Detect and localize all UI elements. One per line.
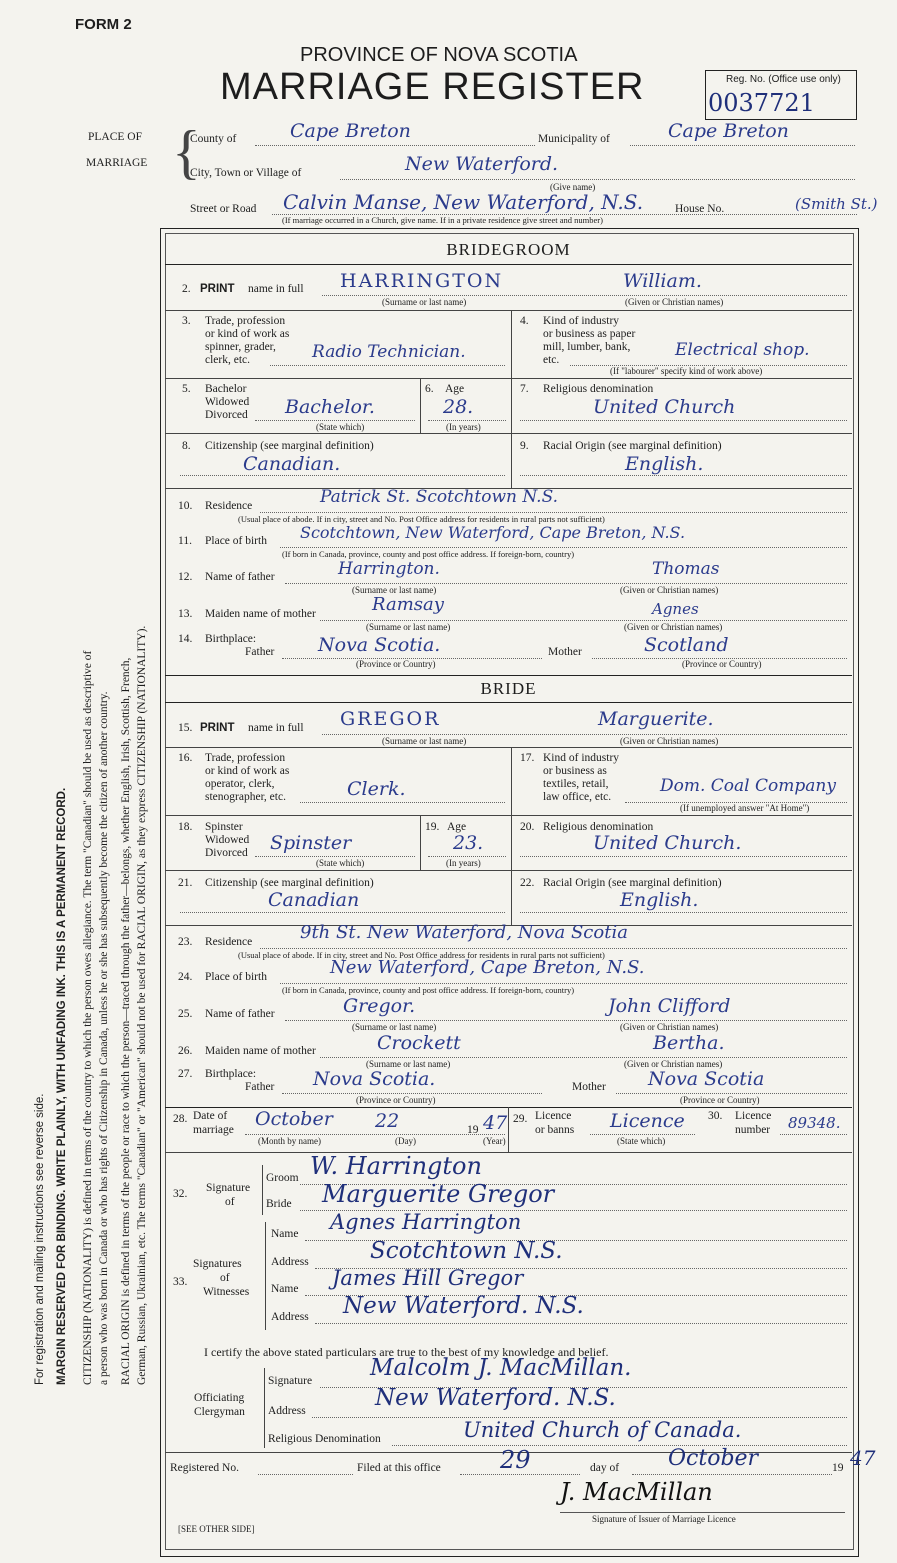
bride-industry: Dom. Coal Company: [660, 776, 836, 796]
bride-residence: 9th St. New Waterford, Nova Scotia: [300, 922, 628, 943]
f33-num: 33.: [173, 1276, 188, 1288]
street-value: Calvin Manse, New Waterford, N.S.: [283, 190, 644, 214]
f11-label: Place of birth: [205, 535, 267, 547]
f24-num: 24.: [178, 971, 193, 983]
groom-mother-given: Agnes: [652, 600, 699, 618]
f15-label: name in full: [248, 722, 304, 734]
f9-num: 9.: [520, 440, 529, 452]
city-label: City, Town or Village of: [190, 167, 302, 179]
f27-mother: Mother: [572, 1081, 606, 1093]
f4-l2: or business as paper: [543, 328, 636, 340]
f29-num: 29.: [513, 1113, 528, 1125]
f5-l1: Bachelor: [205, 383, 247, 395]
bride-father-given: John Clifford: [608, 995, 731, 1017]
f27-note-b: (Province or Country): [680, 1095, 760, 1105]
f4-num: 4.: [520, 315, 529, 327]
f21-num: 21.: [178, 877, 193, 889]
f24-note: (If born in Canada, province, county and post office address. If foreign-born, country): [282, 985, 575, 995]
witness1-address: Scotchtown N.S.: [370, 1238, 563, 1264]
groom-father-given: Thomas: [652, 559, 720, 579]
f26-num: 26.: [178, 1045, 193, 1057]
place-label-1: PLACE OF: [88, 131, 142, 143]
w2-address-label: Address: [271, 1311, 309, 1323]
county-label: County of: [190, 133, 237, 145]
bride-status: Spinster: [270, 832, 352, 854]
witness2-name: James Hill Gregor: [332, 1266, 524, 1290]
bride-citizenship: Canadian: [268, 889, 360, 911]
bride-birthplace: New Waterford, Cape Breton, N.S.: [330, 957, 645, 978]
groom-given: William.: [623, 270, 702, 292]
f23-num: 23.: [178, 936, 193, 948]
groom-racial: English.: [625, 453, 704, 475]
day-of-label: day of: [590, 1462, 620, 1474]
street-label: Street or Road: [190, 203, 257, 215]
f32-l2: of: [225, 1196, 235, 1208]
f4-l3: mill, lumber, bank,: [543, 341, 631, 353]
f30-l2: number: [735, 1124, 771, 1136]
registered-label: Registered No.: [170, 1462, 239, 1474]
f33-l3: Witnesses: [203, 1286, 250, 1298]
f4-l4: etc.: [543, 354, 560, 366]
bride-religion: United Church.: [593, 832, 742, 854]
f22-label: Racial Origin (see marginal definition): [543, 877, 722, 889]
municipality-value: Cape Breton: [668, 120, 789, 142]
f17-note: (If unemployed answer "At Home"): [680, 803, 810, 813]
clergy-signature: Malcolm J. MacMillan.: [370, 1355, 632, 1381]
marriage-day: 22: [375, 1110, 400, 1132]
form-number: FORM 2: [75, 16, 132, 33]
issuer-signature: J. MacMillan: [560, 1478, 713, 1506]
f16-l2: or kind of work as: [205, 765, 290, 777]
issuer-note: Signature of Issuer of Marriage Licence: [592, 1514, 736, 1524]
f16-l3: operator, clerk,: [205, 778, 275, 790]
bride-racial: English.: [620, 889, 699, 911]
municipality-label: Municipality of: [538, 133, 610, 145]
filed-label: Filed at this office: [357, 1462, 441, 1474]
f10-label: Residence: [205, 500, 253, 512]
f4-note: (If "labourer" specify kind of work above): [610, 366, 763, 376]
groom-mother-bp: Scotland: [644, 634, 729, 656]
f17-l1: Kind of industry: [543, 752, 620, 764]
f23-label: Residence: [205, 936, 253, 948]
licence-type: Licence: [610, 1110, 685, 1132]
f16-l1: Trade, profession: [205, 752, 286, 764]
marriage-year-prefix: 19: [467, 1124, 479, 1136]
f14-mother: Mother: [548, 646, 582, 658]
f26-note-a: (Surname or last name): [366, 1059, 451, 1069]
f10-num: 10.: [178, 500, 193, 512]
groom-surname-note: (Surname or last name): [382, 297, 467, 307]
f17-num: 17.: [520, 752, 535, 764]
f25-label: Name of father: [205, 1008, 275, 1020]
f11-num: 11.: [178, 535, 192, 547]
w1-address-label: Address: [271, 1256, 309, 1268]
f12-note-a: (Surname or last name): [352, 585, 437, 595]
witness2-address: New Waterford. N.S.: [343, 1293, 584, 1319]
clergy-denomination: United Church of Canada.: [463, 1418, 742, 1442]
f22-num: 22.: [520, 877, 535, 889]
bride-surname: GREGOR: [340, 708, 441, 730]
day-note: (Day): [395, 1136, 416, 1146]
brace: {: [172, 119, 201, 185]
marriage-month: October: [255, 1108, 333, 1130]
f18-l2: Widowed: [205, 834, 250, 846]
f2-print: PRINT: [200, 283, 235, 295]
bride-signature: Marguerite Gregor: [322, 1180, 555, 1208]
f30-num: 30.: [708, 1110, 723, 1122]
f2-label: name in full: [248, 283, 304, 295]
f12-num: 12.: [178, 571, 193, 583]
f6-label: Age: [445, 383, 465, 395]
f28-l1: Date of: [193, 1110, 228, 1122]
year-note: (Year): [483, 1136, 506, 1146]
f25-note-b: (Given or Christian names): [620, 1022, 719, 1032]
filed-year: 47: [850, 1446, 876, 1470]
f18-l3: Divorced: [205, 847, 248, 859]
section-title-bride: BRIDE: [480, 679, 537, 698]
f7-label: Religious denomination: [543, 383, 654, 395]
f3-l1: Trade, profession: [205, 315, 286, 327]
reg-number-box: [705, 70, 857, 120]
f28-l2: marriage: [193, 1124, 234, 1136]
f3-l2: or kind of work as: [205, 328, 290, 340]
f11-note: (If born in Canada, province, county and post office address. If foreign-born, country): [282, 549, 575, 559]
groom-birthplace: Scotchtown, New Waterford, Cape Breton, N.S.: [300, 523, 686, 542]
groom-trade: Radio Technician.: [312, 342, 466, 362]
witness1-name: Agnes Harrington: [330, 1210, 522, 1234]
f16-num: 16.: [178, 752, 193, 764]
margin-racial-2: German, Russian, Ukrainian, etc. The terms "Canadian" or "American" should not be used for RACIAL ORIGIN, as they express CITIZENSHIP (NATIONALITY).: [136, 625, 148, 1385]
f21-label: Citizenship (see marginal definition): [205, 877, 374, 889]
f19-num: 19.: [425, 821, 440, 833]
bride-mother-surname: Crockett: [377, 1032, 461, 1054]
f27-note-a: (Province or Country): [356, 1095, 436, 1105]
f18-note: (State which): [316, 858, 365, 868]
groom-given-note: (Given or Christian names): [625, 297, 724, 307]
f20-num: 20.: [520, 821, 535, 833]
f29-note: (State which): [617, 1136, 666, 1146]
f9-label: Racial Origin (see marginal definition): [543, 440, 722, 452]
house-label: House No.: [675, 203, 725, 215]
page-title: MARRIAGE REGISTER: [220, 66, 645, 108]
bride-father-surname: Gregor.: [343, 995, 416, 1017]
groom-sig-label: Groom: [266, 1172, 299, 1184]
certify-statement: I certify the above stated particulars are true to the best of my knowledge and belief.: [204, 1345, 609, 1359]
filed-year-prefix: 19: [832, 1462, 844, 1474]
f25-num: 25.: [178, 1008, 193, 1020]
groom-surname: HARRINGTON: [340, 270, 504, 292]
f5-note: (State which): [316, 422, 365, 432]
f16-l4: stenographer, etc.: [205, 791, 286, 803]
f6-num: 6.: [425, 383, 434, 395]
county-value: Cape Breton: [290, 120, 411, 142]
f17-l3: textiles, retail,: [543, 778, 609, 790]
bride-surname-note: (Surname or last name): [382, 736, 467, 746]
margin-racial-1: RACIAL ORIGIN is defined in terms of the people or race to which the person—traced through the father—belongs, whether English, Irish, Scottish, French,: [120, 657, 132, 1385]
groom-industry: Electrical shop.: [675, 340, 810, 360]
bride-age: 23.: [453, 832, 484, 854]
licence-number: 89348.: [788, 1114, 841, 1132]
f12-note-b: (Given or Christian names): [620, 585, 719, 595]
f19-note: (In years): [446, 858, 481, 868]
clergy-label-1: Officiating: [194, 1392, 245, 1404]
f4-l1: Kind of industry: [543, 315, 620, 327]
groom-residence: Patrick St. Scotchtown N.S.: [320, 487, 559, 507]
f14-num: 14.: [178, 633, 193, 645]
f25-note-a: (Surname or last name): [352, 1022, 437, 1032]
f17-l4: law office, etc.: [543, 791, 612, 803]
groom-status: Bachelor.: [285, 396, 375, 418]
clergy-sig-label: Signature: [268, 1375, 313, 1387]
f14-l1: Birthplace:: [205, 633, 257, 645]
margin-citizenship-2: a person who was born in Canada or who has rights of Citizenship in Canada, unless he or she has subsequently become the citizen of another country.: [98, 691, 110, 1385]
f10-note: (Usual place of abode. If in city, street and No. Post Office address for residents in rural parts not sufficient): [238, 514, 605, 524]
f5-l3: Divorced: [205, 409, 248, 421]
f23-note: (Usual place of abode. If in city, street and No. Post Office address for residents in rural parts not sufficient): [238, 950, 605, 960]
f33-l2: of: [220, 1272, 230, 1284]
groom-signature: W. Harrington: [310, 1152, 482, 1180]
f13-num: 13.: [178, 608, 193, 620]
f32-l1: Signature: [206, 1182, 251, 1194]
f14-l2: Father: [245, 646, 275, 658]
f3-l4: clerk, etc.: [205, 354, 251, 366]
clergy-label-2: Clergyman: [194, 1406, 245, 1418]
f18-l1: Spinster: [205, 821, 243, 833]
street-note: (If marriage occurred in a Church, give name. If in a private residence give street and number): [282, 215, 603, 225]
province-title: PROVINCE OF NOVA SCOTIA: [300, 44, 578, 66]
bride-mother-bp: Nova Scotia: [648, 1068, 765, 1090]
bride-father-bp: Nova Scotia.: [313, 1068, 436, 1090]
bride-given: Marguerite.: [598, 708, 714, 730]
f5-l2: Widowed: [205, 396, 250, 408]
f30-l1: Licence: [735, 1110, 772, 1122]
f27-l2: Father: [245, 1081, 275, 1093]
f2-num: 2.: [182, 283, 191, 295]
month-note: (Month by name): [258, 1136, 321, 1146]
f27-l1: Birthplace:: [205, 1068, 257, 1080]
f32-num: 32.: [173, 1188, 188, 1200]
f17-l2: or business as: [543, 765, 607, 777]
bride-given-note: (Given or Christian names): [620, 736, 719, 746]
w1-name-label: Name: [271, 1228, 299, 1240]
f26-label: Maiden name of mother: [205, 1045, 316, 1057]
city-note: (Give name): [550, 182, 596, 192]
reg-number-label: Reg. No. (Office use only): [726, 74, 841, 85]
f8-label: Citizenship (see marginal definition): [205, 440, 374, 452]
f15-num: 15.: [178, 722, 193, 734]
f5-num: 5.: [182, 383, 191, 395]
bride-mother-given: Bertha.: [653, 1032, 725, 1054]
f29-l1: Licence: [535, 1110, 572, 1122]
f14-note-a: (Province or Country): [356, 659, 436, 669]
f14-note-b: (Province or Country): [682, 659, 762, 669]
city-value: New Waterford.: [405, 153, 559, 175]
margin-binding-note: MARGIN RESERVED FOR BINDING. WRITE PLAINLY, WITH UNFADING INK. THIS IS A PERMANENT RECORD.: [56, 787, 68, 1385]
clergy-address-label: Address: [268, 1405, 306, 1417]
section-title-groom: BRIDEGROOM: [446, 240, 571, 259]
groom-mother-surname: Ramsay: [372, 594, 444, 615]
margin-citizenship-1: CITIZENSHIP (NATIONALITY) is defined in terms of the country to which the person owes allegiance. The term "Canadian" should be used as descriptive of: [82, 650, 94, 1385]
f19-label: Age: [447, 821, 467, 833]
bride-trade: Clerk.: [347, 778, 406, 800]
f24-label: Place of birth: [205, 971, 267, 983]
w2-name-label: Name: [271, 1283, 299, 1295]
f15-print: PRINT: [200, 722, 235, 734]
reg-number-value: 0037721: [708, 89, 815, 117]
f28-num: 28.: [173, 1113, 188, 1125]
house-value: (Smith St.): [795, 195, 878, 213]
f26-note-b: (Given or Christian names): [624, 1059, 723, 1069]
f13-note-b: (Given or Christian names): [624, 622, 723, 632]
place-label-2: MARRIAGE: [86, 157, 148, 169]
groom-father-surname: Harrington.: [338, 559, 440, 579]
f8-num: 8.: [182, 440, 191, 452]
see-other-side: [SEE OTHER SIDE]: [178, 1524, 255, 1534]
clergy-address: New Waterford. N.S.: [375, 1385, 616, 1411]
f3-num: 3.: [182, 315, 191, 327]
filed-month: October: [668, 1446, 759, 1471]
f12-label: Name of father: [205, 571, 275, 583]
groom-citizenship: Canadian.: [243, 453, 341, 475]
bride-sig-label: Bride: [266, 1198, 292, 1210]
f13-label: Maiden name of mother: [205, 608, 316, 620]
f6-note: (In years): [446, 422, 481, 432]
f27-num: 27.: [178, 1068, 193, 1080]
f13-note-a: (Surname or last name): [366, 622, 451, 632]
margin-instructions: For registration and mailing instructions see reverse side.: [34, 1093, 46, 1385]
f33-l1: Signatures: [193, 1258, 242, 1270]
f7-num: 7.: [520, 383, 529, 395]
groom-religion: United Church: [593, 396, 736, 418]
groom-father-bp: Nova Scotia.: [318, 634, 441, 656]
f20-label: Religious denomination: [543, 821, 654, 833]
filed-day: 29: [500, 1446, 531, 1474]
groom-age: 28.: [443, 396, 474, 418]
clergy-denom-label: Religious Denomination: [268, 1433, 381, 1445]
f29-l2: or banns: [535, 1124, 575, 1136]
f18-num: 18.: [178, 821, 193, 833]
marriage-year: 47: [483, 1112, 508, 1134]
f3-l3: spinner, grader,: [205, 341, 276, 353]
